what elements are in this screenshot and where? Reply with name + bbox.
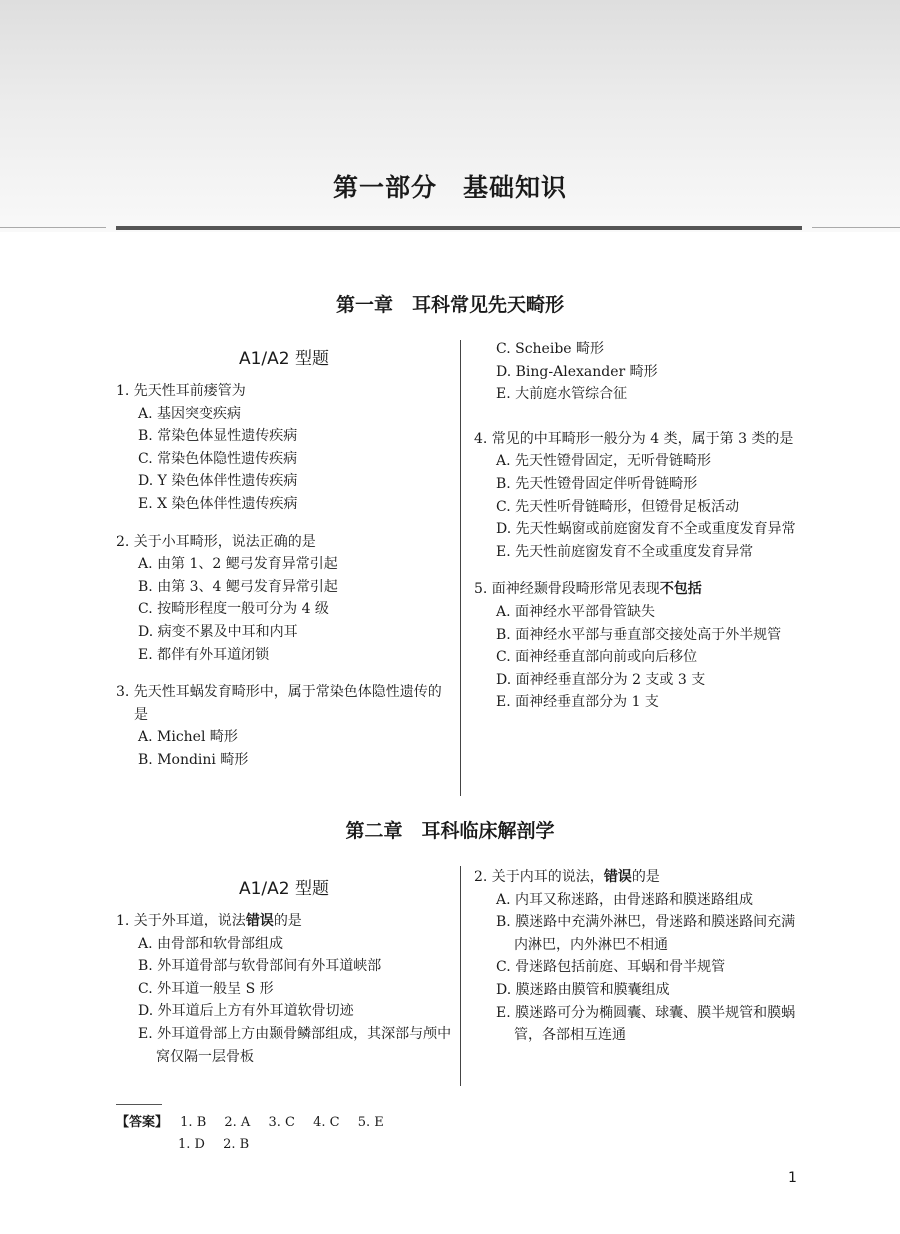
option: B. 先天性镫骨固定伴听骨链畸形	[496, 475, 698, 492]
option: C. 先天性听骨链畸形，但镫骨足板活动	[496, 498, 740, 515]
option: A. 内耳又称迷路，由骨迷路和膜迷路组成	[496, 891, 754, 908]
option: B. 面神经水平部与垂直部交接处高于外半规管	[496, 626, 782, 643]
question-stem	[116, 910, 452, 933]
option: A. 由骨部和软骨部组成	[138, 935, 284, 952]
question	[474, 428, 804, 564]
answer-item: 2. A	[224, 1115, 251, 1130]
header-rule	[116, 226, 802, 230]
answer-label: 【答案】	[116, 1115, 169, 1130]
option: E. 外耳道骨部上方由颞骨鳞部组成，其深部与颅中窝仅隔一层骨板	[138, 1025, 452, 1065]
answer-item: 1. B	[180, 1115, 207, 1130]
answers-rule	[116, 1104, 162, 1105]
chapter1-section-head: A1/A2 型题	[238, 349, 330, 369]
chapter2-section-head: A1/A2 型题	[238, 879, 330, 899]
option: E. X 染色体伴性遗传疾病	[138, 495, 298, 512]
question-stem	[474, 866, 804, 889]
chapter1-left-column	[116, 346, 452, 787]
option: C. 按畸形程度一般可分为 4 级	[138, 601, 329, 618]
option: E. 都伴有外耳道闭锁	[138, 646, 270, 663]
option: D. 外耳道后上方有外耳道软骨切迹	[138, 1003, 354, 1020]
stem-text: 的是	[631, 869, 660, 885]
option: C. 外耳道一般呈 S 形	[138, 980, 274, 997]
answer-key	[116, 1112, 398, 1156]
chapter1-title: 第一章 耳科常见先天畸形	[335, 294, 564, 316]
option: E. 大前庭水管综合征	[496, 386, 628, 403]
option: E. 膜迷路可分为椭圆囊、球囊、膜半规管和膜蜗管，各部相互连通	[496, 1004, 796, 1044]
option: B. 膜迷路中充满外淋巴，骨迷路和膜迷路间充满内淋巴，内外淋巴不相通	[496, 914, 796, 953]
stem-text: 1. 关于外耳道，说法	[116, 913, 246, 929]
option: D. 先天性蜗窗或前庭窗发育不全或重度发育异常	[496, 521, 796, 538]
option: D. Bing-Alexander 畸形	[496, 363, 658, 380]
answer-item: 4. C	[313, 1115, 340, 1130]
chapter2-right-column	[474, 866, 804, 1062]
question-stem: 2. 关于小耳畸形，说法正确的是	[116, 533, 316, 550]
question-stem: 4. 常见的中耳畸形一般分为 4 类，属于第 3 类的是	[474, 430, 794, 447]
option: C. Scheibe 畸形	[496, 341, 605, 357]
column-divider	[460, 866, 461, 1086]
chapter2-title: 第二章 耳科临床解剖学	[345, 820, 555, 842]
question	[116, 380, 452, 516]
answer-item: 3. C	[268, 1115, 295, 1130]
stem-keyword: 错误	[603, 869, 632, 885]
question	[474, 578, 804, 714]
option: E. 先天性前庭窗发育不全或重度发育异常	[496, 543, 754, 560]
option: B. 外耳道骨部与软骨部间有外耳道峡部	[138, 958, 382, 975]
question	[116, 531, 452, 667]
option: B. Mondini 畸形	[138, 751, 249, 768]
header-rule-left	[0, 227, 106, 228]
question-stem: 1. 先天性耳前瘘管为	[116, 383, 246, 399]
stem-keyword: 错误	[245, 913, 274, 929]
option: B. 常染色体显性遗传疾病	[138, 428, 298, 445]
option: E. 面神经垂直部分为 1 支	[496, 694, 659, 711]
stem-keyword: 不包括	[659, 581, 702, 598]
stem-text: 2. 关于内耳的说法，	[474, 869, 604, 885]
option: C. 骨迷路包括前庭、耳蜗和骨半规管	[496, 959, 726, 976]
question	[116, 681, 452, 771]
stem-text: 的是	[273, 913, 302, 929]
question-stem: 3. 先天性耳蜗发育畸形中，属于常染色体隐性遗传的是	[116, 684, 442, 723]
option: B. 由第 3、4 鳃弓发育异常引起	[138, 578, 338, 595]
answer-item: 5. E	[357, 1115, 384, 1130]
header-rule-right	[812, 227, 900, 228]
answer-item: 1. D	[178, 1137, 205, 1152]
option: A. Michel 畸形	[138, 729, 238, 746]
option: D. 面神经垂直部分为 2 支或 3 支	[496, 671, 706, 688]
page-number: 1	[788, 1170, 797, 1186]
column-divider	[460, 340, 461, 796]
option: C. 常染色体隐性遗传疾病	[138, 450, 298, 467]
question-continued	[474, 338, 804, 406]
option: A. 由第 1、2 鳃弓发育异常引起	[138, 556, 338, 573]
answer-item: 2. B	[223, 1137, 250, 1152]
question-stem	[474, 578, 804, 601]
question	[116, 910, 452, 1068]
chapter2-left-column	[116, 876, 452, 1083]
option: D. 病变不累及中耳和内耳	[138, 623, 298, 640]
answer-row	[116, 1134, 398, 1156]
option: D. 膜迷路由膜管和膜囊组成	[496, 981, 670, 998]
option: A. 先天性镫骨固定，无听骨链畸形	[496, 453, 712, 470]
part-title: 第一部分 基础知识	[332, 173, 567, 202]
chapter1-right-column	[474, 338, 804, 729]
question	[474, 866, 804, 1047]
stem-text: 5. 面神经颞骨段畸形常见表现	[474, 581, 660, 598]
answer-row	[116, 1112, 398, 1134]
option: A. 基因突变疾病	[138, 405, 242, 422]
option: A. 面神经水平部骨管缺失	[496, 603, 656, 620]
option: C. 面神经垂直部向前或向后移位	[496, 649, 698, 666]
option: D. Y 染色体伴性遗传疾病	[138, 473, 298, 490]
